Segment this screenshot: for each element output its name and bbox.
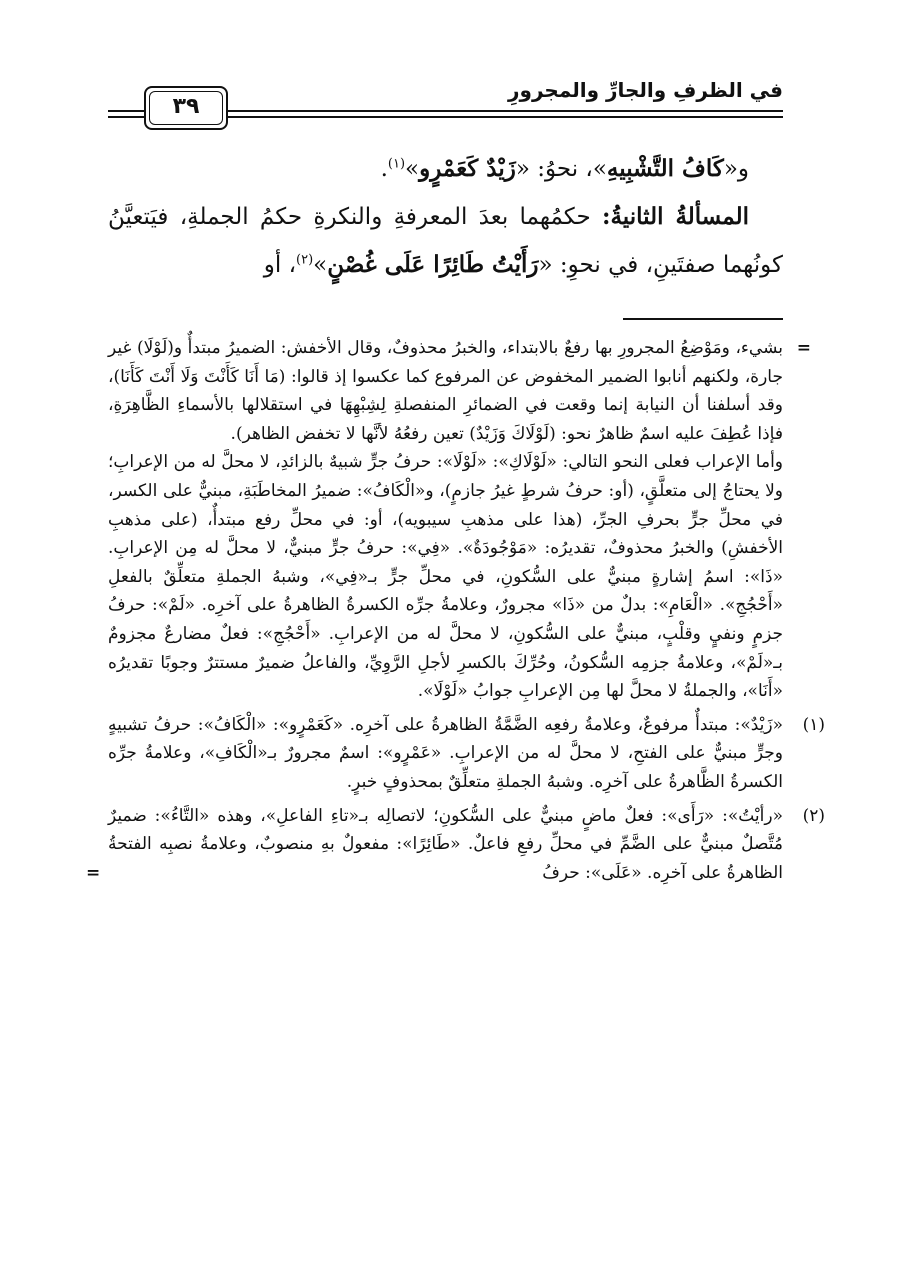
main-paragraph-1: و«كَافُ التَّشْبِيهِ»، نحوُ: «زَيْدٌ كَعَمْرٍو»$^{(١)}$.: [380, 155, 749, 182]
header-left-rule: [108, 108, 144, 118]
footnote-separator: [623, 318, 783, 320]
footnote-text: «رأيْتُ»: «رَأَى»: فعلٌ ماضٍ مبنيٌّ على السُّكونِ؛ لاتصالِه بـ«تاءِ الفاعلِ»، وهذه «التَّاءُ»: ضميرٌ مُتَّصلٌ مبنيٌّ على الضَّمِّ في محلِّ رفعِ فاعلٌ. «طَائِرًا»: مفعولٌ بهِ منصوبٌ، وعلامةُ نصبِه الفتحةُ الظاهرةُ على آخرِه. «عَلَى»: حرفُ: [108, 805, 783, 883]
footnote-text: «زَيْدٌ»: مبتدأٌ مرفوعٌ، وعلامةُ رفعِه الضَّمَّةُ الظاهرةُ على آخرِه. «كَعَمْرٍو»: «الْكَافُ»: حرفُ تشبيهٍ وجرٍّ مبنيٌّ على الفتحِ، لا محلَّ له من الإعرابِ. «عَمْرٍو»: اسمٌ مجرورٌ بـ«الْكَافِ»، وعلامةُ جرِّه الكسرةُ الظَّاهرةُ على آخرِه. وشبهُ الجملةِ متعلِّقٌ بمحذوفٍ خبرٍ.: [108, 714, 783, 792]
footnote-number: (٢): [802, 805, 825, 826]
footnote-continuation: [108, 334, 811, 706]
example: رَأَيْتُ طَائِرًا عَلَى غُصْنٍ: [327, 251, 539, 278]
footnote-ref[interactable]: (٢): [296, 252, 314, 268]
footnote-text: بشيء، ومَوْضِعُ المجرورِ بها رفعٌ بالابتداء، والخبرُ محذوفٌ، وقال الأخفش: الضميرُ مبتدأٌ و(لَوْلَا) غير جارة، ولكنهم أنابوا الضمير المخفوض عن المرفوع كما عكسوا إذ قالوا: (مَا أَنَا كَأَنْتَ وَلَا أَنْتَ كَأَنَا)، وقد أسلفنا أن النيابة إنما وقعت في الضمائرِ المنفصلةِ لِشِبْهِهَا في استقلالها بالأسماءِ الظَّاهِرَةِ، فإذا عُطِفَ عليه اسمٌ ظاهرٌ نحو: (لَوْلَاكَ وَزَيْدٌ) تعين رفعُهُ لأنَّها لا تخفض الظاهر).: [108, 338, 783, 444]
main-text: [108, 145, 783, 289]
page-number-frame: [144, 86, 228, 130]
footnote-2: [86, 802, 825, 888]
footnote-number: (١): [802, 714, 825, 735]
example: زَيْدٌ كَعَمْرٍو: [419, 155, 516, 182]
page-header: [108, 72, 783, 132]
continuation-marker: =: [796, 338, 811, 358]
footnote-1: [108, 711, 825, 797]
footnote-ref[interactable]: (١): [387, 156, 406, 172]
header-rule: [226, 116, 783, 118]
header-rule: [226, 110, 783, 112]
continuation-marker: =: [86, 862, 101, 883]
main-paragraph-2: المسألةُ الثانيةُ: حكمُهما بعدَ المعرفةِ والنكرةِ حكمُ الجملةِ، فيَتعيَّنُ كونُهما صفتَينِ، في نحوِ: «رَأَيْتُ طَائِرًا عَلَى غُصْنٍ»$^{(٢)}$، أو: [108, 203, 783, 278]
running-title: في الظرفِ والجارِّ والمجرورِ: [508, 78, 783, 102]
footnote-text: وأما الإعراب فعلى النحو التالي: «لَوْلَاكِ»: «لَوْلَا»: حرفُ جرٍّ شبيهٌ بالزائدِ، لا محلَّ له من الإعرابِ؛ ولا يحتاجُ إلى متعلَّقٍ، (أو: حرفُ شرطٍ غيرُ جازمٍ)، و«الْكَافُ»: ضميرُ المخاطَبَةِ، مبنيٌّ على الكسر، في محلِّ جرٍّ بحرفِ الجرِّ، (هذا على مذهبِ سيبويه)، أو: في محلِّ رفع مبتدأٌ، (على مذهبِ الأخفشِ) والخبرُ محذوفٌ، تقديرُه: «مَوْجُودَةٌ». «فِي»: حرفُ جرٍّ مبنيٌّ، لا محلَّ له مِن الإعرابِ. «ذَا»: اسمُ إشارةٍ مبنيٌّ على السُّكونِ، في محلِّ جرٍّ بـ«فِي»، وشبهُ الجملةِ متعلِّقٌ بالفعلِ «أَحْجُجِ». «الْعَامِ»: بدلٌ من «ذَا» مجرورٌ، وعلامةُ جرِّه الكسرةُ الظاهرةُ على آخرِه. «لَمْ»: حرفُ جزمٍ ونفيٍ وقلْبٍ، مبنيٌّ على السُّكونِ، لا محلَّ له من الإعرابِ. «أَحْجُجِ»: فعلٌ مضارعٌ مجزومٌ بـ«لَمْ»، وعلامةُ جزمِه السُّكونُ، وحُرِّكَ بالكسرِ لأجلِ الرَّوِيِّ، والفاعلُ ضميرٌ مستترٌ وجوبًا تقديرُه «أَنَا»، والجملةُ لا محلَّ لها مِن الإعرابِ جوابُ «لَوْلَا».: [108, 452, 783, 702]
footnotes: [86, 334, 825, 892]
section-label: المسألةُ الثانيةُ:: [601, 203, 750, 230]
term: كَافُ التَّشْبِيهِ: [606, 155, 724, 182]
page-number: ٣٩: [172, 94, 200, 119]
